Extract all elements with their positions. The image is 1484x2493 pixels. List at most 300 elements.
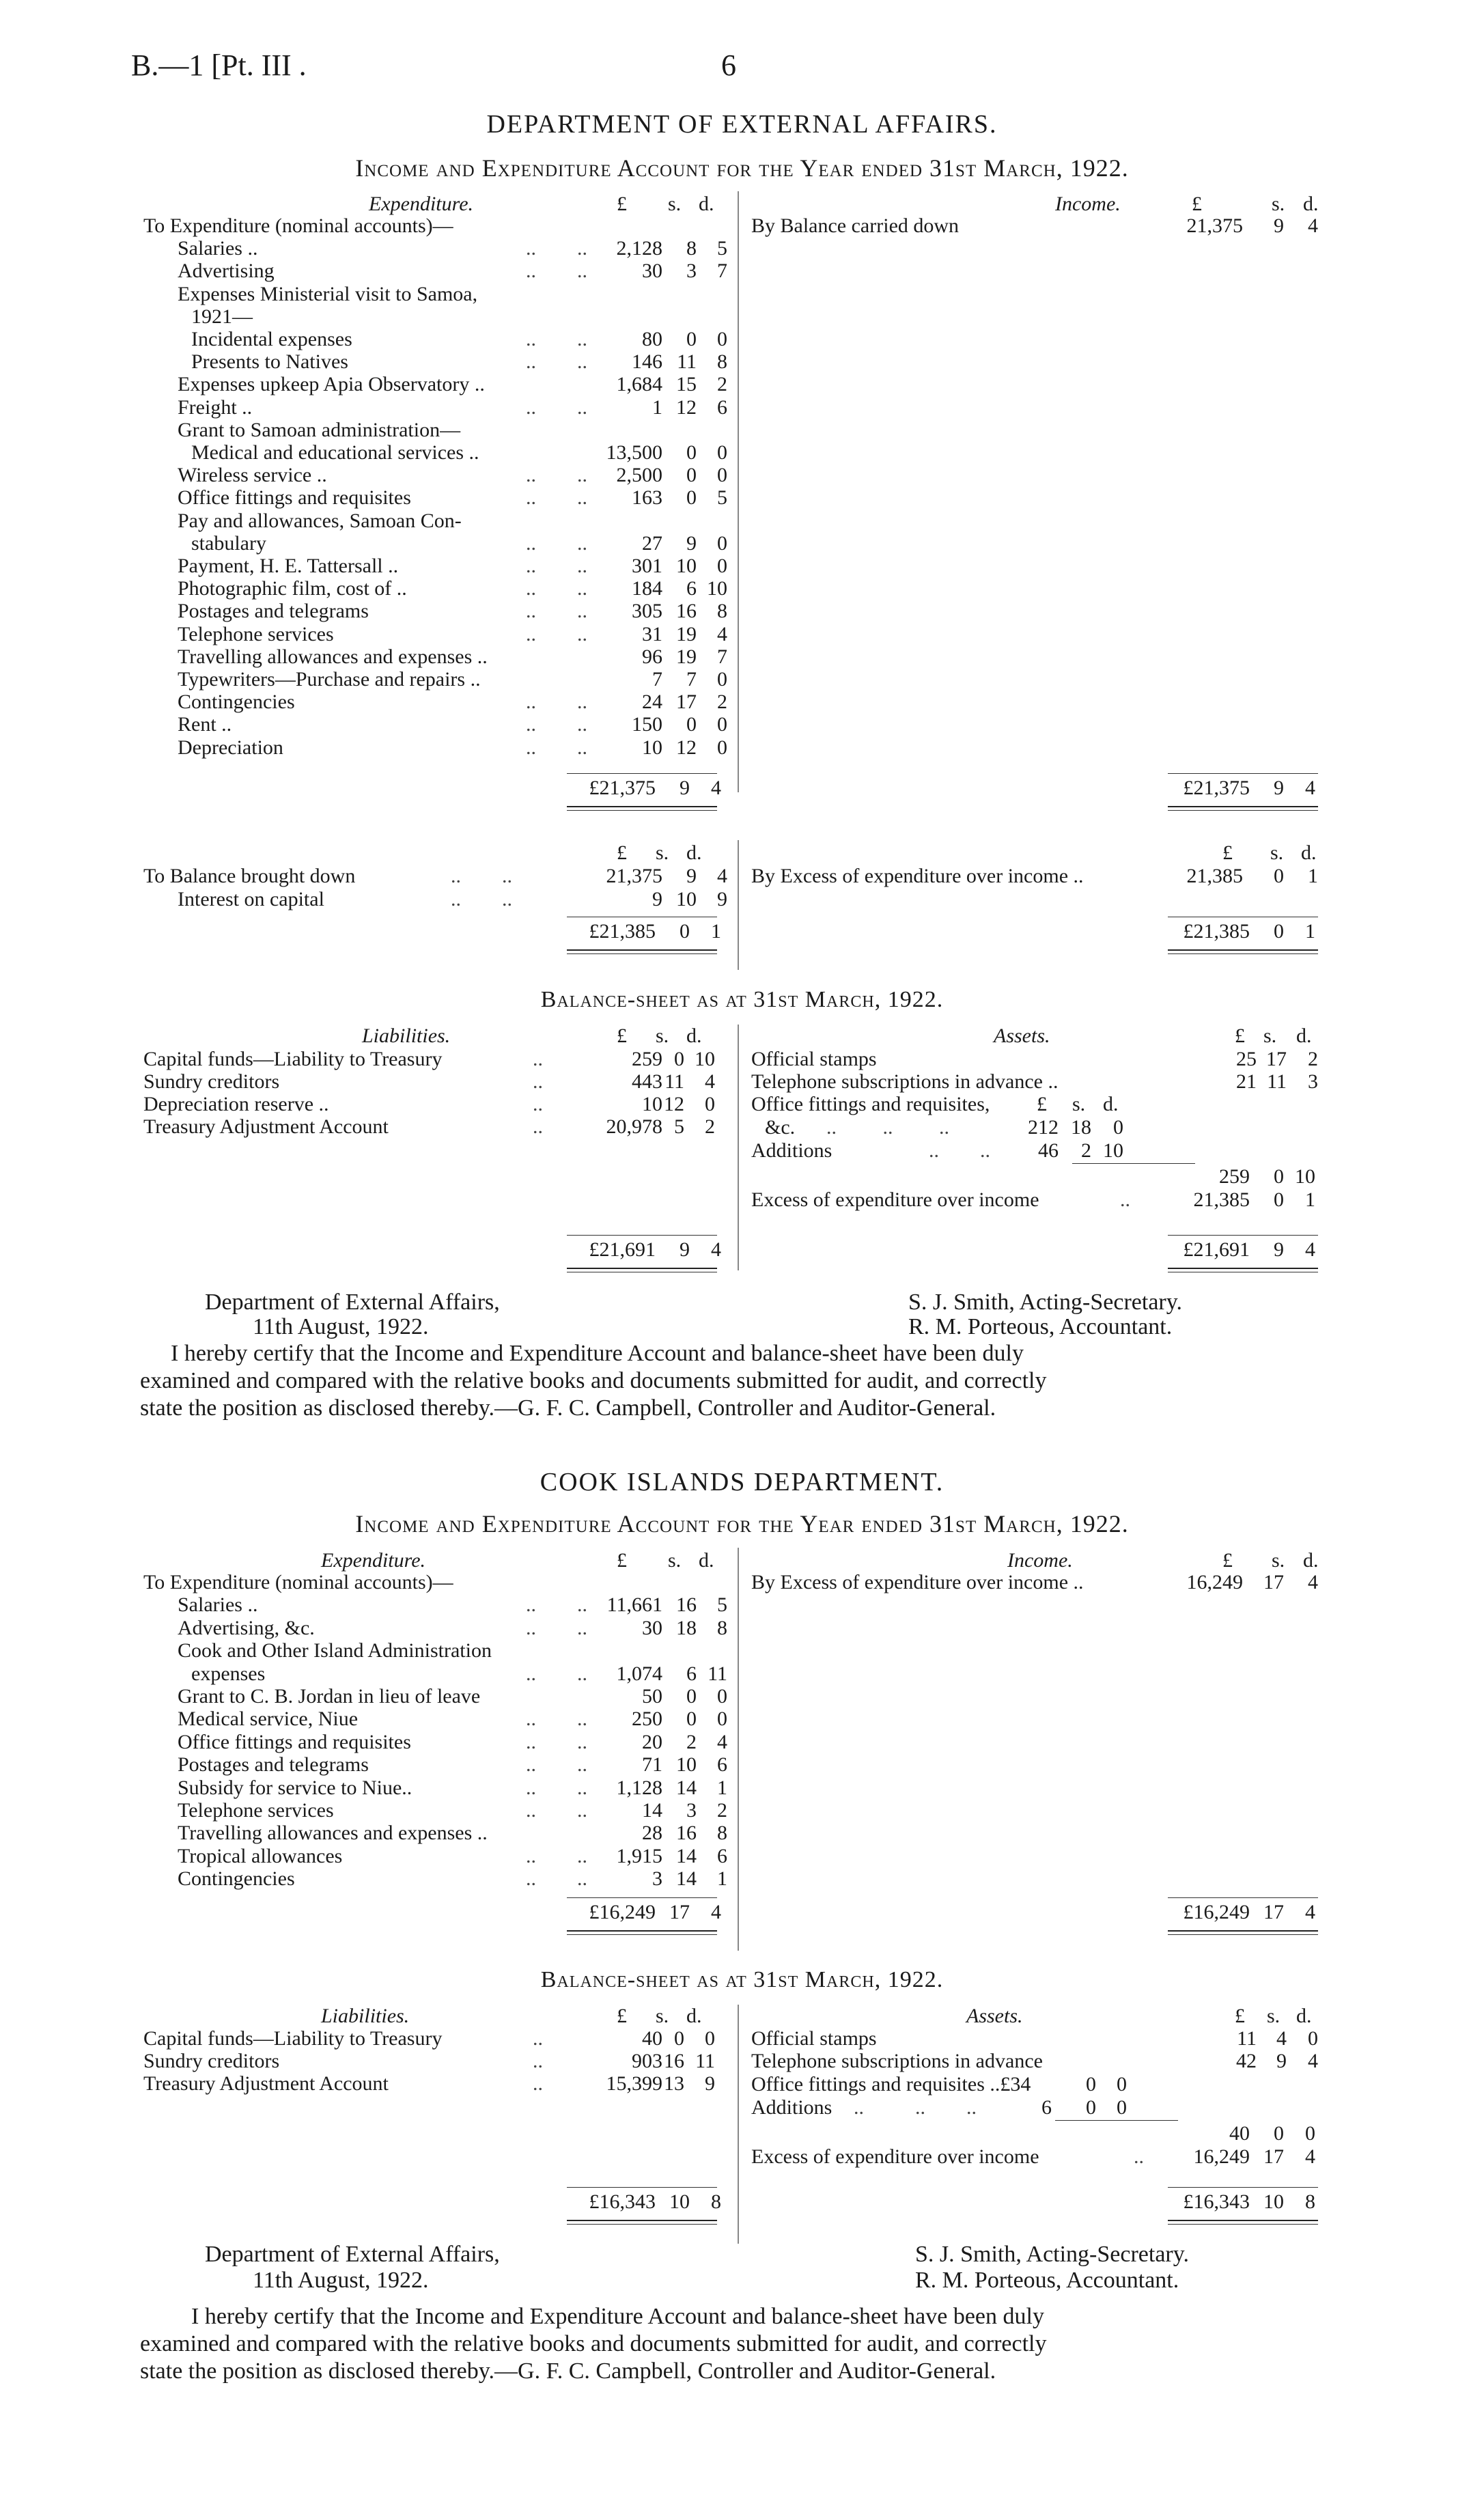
s1-office-fittings-unit-pound: £ [1037, 1093, 1047, 1115]
s2-assets-heading: Assets. [966, 2005, 1023, 2027]
s1-expenditure-item-row [143, 645, 738, 669]
s1-expenditure-item-pence: 5 [717, 486, 727, 510]
s1-expenditure-item-pence: 8 [717, 350, 727, 374]
s1-liability-leader-dots: .. [533, 1093, 543, 1115]
s1-liability-item-shillings: 5 [674, 1115, 684, 1138]
s2-certificate-line-3: state the position as disclosed thereby.—G. F. C. Campbell, Controller and Auditor-General. [140, 2358, 996, 2384]
s1-expenditure-item-label: Advertising [178, 260, 275, 283]
s2-bs-total-left-pounds: £16,343 [589, 2190, 656, 2213]
s1-expenditure-item-label: Incidental expenses [191, 328, 352, 350]
s2-s-heading: s. [668, 1549, 682, 1572]
s2-assets-d-heading: d. [1296, 2005, 1312, 2027]
s1-expenditure-item-shillings: 6 [686, 577, 697, 600]
s2-office-fittings-row [751, 2073, 1366, 2096]
s1-expenditure-item-shillings: 17 [676, 691, 697, 714]
s2-expenditure-item-label: expenses [191, 1662, 266, 1685]
s1-expenditure-item-pence: 0 [717, 736, 727, 759]
s2-liability-item-shillings: 16 [664, 2050, 684, 2072]
s1-bs-rule-right [1168, 1235, 1318, 1236]
s2-total-left [567, 1901, 731, 1924]
s2-expenditure-item-row [143, 1593, 738, 1617]
s1-expenditure-item-row [143, 736, 738, 760]
s2-liab-s-heading: s. [656, 2005, 669, 2027]
s1-liability-item-pence: 10 [695, 1048, 715, 1070]
s1-income-label: By Balance carried down [751, 214, 960, 237]
s1-expenditure-item-pence: 7 [717, 645, 727, 668]
s2-assets-s-heading: s. [1267, 2005, 1280, 2027]
s1-expenditure-item-label: Grant to Samoan administration— [178, 418, 461, 441]
s2-total-left-pence: 4 [711, 1901, 721, 1923]
s2-total-right-pounds: £16,249 [1183, 1901, 1250, 1923]
s2-expenditure-item-leader-dots: .. .. [526, 1844, 587, 1867]
s1-liability-item-row [143, 1048, 738, 1071]
s2-expenditure-item-row [143, 1617, 738, 1640]
s2-expenditure-item-pence: 11 [708, 1662, 727, 1685]
s2-income-pound-heading: £ [1222, 1549, 1233, 1572]
s1-expenditure-item-pounds: 2,128 [616, 237, 662, 260]
s1-expenditure-item-row [143, 464, 738, 487]
s1-expenditure-item-pence: 2 [717, 691, 727, 714]
s2-total-double-left [567, 1930, 717, 1932]
s1-expenditure-item-shillings: 8 [686, 237, 697, 260]
s1-bal-right-pound-heading: £ [1222, 841, 1233, 864]
s2-expenditure-item-label: Salaries .. [178, 1593, 258, 1617]
s1-s-heading: s. [668, 193, 682, 215]
s1-liability-item-pence: 0 [705, 1093, 715, 1115]
s1-expenditure-item-pounds: 96 [642, 645, 662, 668]
s2-expenditure-item-pounds: 14 [642, 1799, 662, 1822]
s2-liability-item-label: Treasury Adjustment Account [143, 2072, 389, 2095]
s1-expenditure-item-pence: 0 [717, 441, 727, 464]
s1-expenditure-item-pounds: 10 [642, 736, 662, 759]
s1-bal-right-s-heading: s. [1270, 841, 1284, 864]
s1-expenditure-item-row [143, 441, 738, 464]
s2-bs-total-left [567, 2190, 731, 2214]
s2-income-shillings: 17 [1263, 1571, 1284, 1593]
s2-liability-item-shillings: 13 [664, 2072, 684, 2095]
s1-liability-item-pounds: 20,978 [606, 1115, 662, 1138]
s2-total-double-right-2 [1168, 1934, 1318, 1935]
s2-bs-total-right [1161, 2190, 1325, 2214]
s2-additions-label: Additions [751, 2096, 832, 2119]
s1-total-rule-left [567, 773, 717, 774]
s2-total-right-pence: 4 [1305, 1901, 1315, 1923]
s1-liability-leader-dots: .. [533, 1115, 543, 1138]
s1-asset-item-label: Telephone subscriptions in advance .. [751, 1070, 1059, 1093]
s1-bal-total-right-pounds: £21,385 [1183, 920, 1250, 943]
s1-balance-item-pence: 9 [717, 888, 727, 910]
s1-excess-label: Excess of expenditure over income [751, 1188, 1039, 1211]
s2-expenditure-item-pence: 1 [717, 1867, 727, 1891]
s1-total-left-pounds: £21,375 [589, 777, 656, 799]
s1-expenditure-item-shillings: 3 [686, 260, 697, 283]
s2-liability-leader-dots: .. [533, 2072, 543, 2095]
s1-asset-item-shillings: 11 [1267, 1070, 1287, 1093]
s2-excess-row [751, 2145, 1366, 2169]
s1-excess-row [751, 1188, 1366, 1212]
s2-expenditure-item-label: Tropical allowances [178, 1844, 343, 1867]
s1-expenditure-item-label: To Expenditure (nominal accounts)— [143, 214, 453, 237]
s1-liability-item-label: Sundry creditors [143, 1070, 280, 1093]
s1-bal-right-d-heading: d. [1301, 841, 1317, 864]
s2-liability-leader-dots: .. [533, 2050, 543, 2072]
s1-income-heading: Income. [1055, 193, 1121, 215]
s1-bs-double-left [567, 1268, 717, 1269]
s1-expenditure-item-row [143, 214, 738, 238]
s2-expenditure-item-label: Office fittings and requisites [178, 1730, 411, 1753]
s1-expenditure-item-row [143, 396, 738, 419]
s2-expenditure-item-label: Telephone services [178, 1799, 334, 1822]
s2-additions-pounds: 6 [1041, 2096, 1052, 2119]
s2-expenditure-item-row [143, 1822, 738, 1845]
s2-balance-sheet-title: Balance-sheet as at 31st March, 1922. [540, 1967, 944, 1992]
s1-sign-right-2: R. M. Porteous, Accountant. [908, 1314, 1173, 1339]
s2-office-fittings-pence: 0 [1117, 2073, 1127, 2095]
s2-office-fittings-total [1161, 2122, 1325, 2145]
s1-expenditure-item-row [143, 532, 738, 555]
s2-expenditure-heading: Expenditure. [321, 1549, 426, 1572]
s1-balance-item-pence: 4 [717, 865, 727, 887]
s2-excess-pence: 4 [1305, 2145, 1315, 2168]
s2-expenditure-item-row [143, 1867, 738, 1891]
s1-liability-item-pounds: 10 [642, 1093, 662, 1115]
s1-expenditure-item-label: Expenses upkeep Apia Observatory .. [178, 373, 485, 396]
s1-expenditure-item-pounds: 13,500 [606, 441, 662, 464]
s2-asset-item-row [751, 2027, 1366, 2050]
s2-expenditure-item-leader-dots: .. .. [526, 1799, 587, 1822]
s2-bs-divider [738, 2005, 739, 2244]
s2-liability-item-row [143, 2072, 738, 2095]
s2-total-double-left-2 [567, 1934, 717, 1935]
s1-expenditure-item-pence: 0 [717, 531, 727, 555]
s1-expenditure-item-pence: 0 [717, 555, 727, 577]
s1-asset-item-row [751, 1070, 1366, 1094]
s1-office-fittings-label: Office fittings and requisites, [751, 1093, 990, 1115]
s1-expenditure-item-leader-dots: .. .. [526, 713, 587, 736]
s1-expenditure-item-pounds: 80 [642, 328, 662, 350]
s2-expenditure-item-pounds: 50 [642, 1685, 662, 1708]
s1-expenditure-item-pence: 0 [717, 668, 727, 691]
s1-expenditure-item-pounds: 301 [632, 555, 662, 577]
s1-expenditure-item-label: Presents to Natives [191, 350, 348, 374]
s2-expenditure-item-label: Postages and telegrams [178, 1753, 369, 1777]
s1-income-d-heading: d. [1303, 193, 1319, 215]
s1-assets-s-heading: s. [1263, 1025, 1277, 1047]
s2-additions-shillings: 0 [1086, 2096, 1096, 2119]
s1-total-right-pence: 4 [1305, 777, 1315, 799]
s1-expenditure-item-pounds: 24 [642, 691, 662, 714]
s1-liability-item-shillings: 11 [664, 1070, 684, 1093]
s2-expenditure-item-leader-dots: .. .. [526, 1776, 587, 1799]
s2-asset-item-row [751, 2050, 1366, 2073]
s2-office-fittings-shillings: 0 [1086, 2073, 1096, 2095]
s2-liability-item-pence: 9 [705, 2072, 715, 2095]
s1-excess-shillings: 0 [1274, 1188, 1284, 1211]
s1-excess-dots: .. [1120, 1188, 1130, 1211]
s2-expenditure-item-shillings: 18 [676, 1616, 697, 1639]
s1-expenditure-item-pence: 6 [717, 395, 727, 419]
s2-expenditure-item-pounds: 1,074 [616, 1662, 662, 1685]
s1-office-fittings-total-shillings: 0 [1274, 1165, 1284, 1188]
s1-total-left-shillings: 9 [680, 777, 690, 799]
s2-bs-total-right-pounds: £16,343 [1183, 2190, 1250, 2213]
s2-excess-pounds: 16,249 [1193, 2145, 1250, 2168]
s1-expenditure-item-shillings: 12 [676, 395, 697, 419]
s2-expenditure-item-leader-dots: .. .. [526, 1753, 587, 1777]
s1-expenditure-item-pounds: 184 [632, 577, 662, 600]
s1-balance-divider [738, 840, 739, 970]
s1-asset-item-row [751, 1048, 1366, 1071]
s1-balance-item-pounds: 21,375 [606, 865, 662, 887]
s1-bal-total-left-shillings: 0 [680, 920, 690, 943]
s2-expenditure-item-leader-dots: .. .. [526, 1730, 587, 1753]
s2-sign-right-1: S. J. Smith, Acting-Secretary. [915, 2242, 1190, 2267]
s1-additions-row [751, 1139, 1366, 1162]
s1-total-right [1161, 777, 1325, 800]
s2-expenditure-item-pounds: 3 [652, 1867, 662, 1891]
s2-expenditure-item-row [143, 1571, 738, 1594]
s1-bs-double-right [1168, 1268, 1318, 1269]
s1-total-double-rule-right-2 [1168, 810, 1318, 811]
s1-bs-total-right-pence: 4 [1305, 1238, 1315, 1261]
s2-income-pounds: 16,249 [1186, 1571, 1243, 1593]
s1-expenditure-item-label: Freight .. [178, 395, 253, 419]
s2-liability-item-pounds: 15,399 [606, 2072, 662, 2095]
s2-bs-double-left [567, 2220, 717, 2221]
s1-expenditure-item-row [143, 373, 738, 396]
s1-balance-sheet-title: Balance-sheet as at 31st March, 1922. [540, 987, 944, 1012]
s2-expenditure-item-row [143, 1845, 738, 1868]
s1-expenditure-item-pence: 8 [717, 600, 727, 623]
s2-expenditure-item-pounds: 28 [642, 1822, 662, 1845]
s1-balance-leader-dots: .. .. [451, 865, 512, 887]
s1-bs-total-right-shillings: 9 [1274, 1238, 1284, 1261]
s1-liabilities-heading: Liabilities. [362, 1025, 451, 1047]
s1-expenditure-item-label: Photographic film, cost of .. [178, 577, 407, 600]
s1-liability-item-pence: 4 [705, 1070, 715, 1093]
s1-expenditure-item-shillings: 19 [676, 645, 697, 668]
s2-liability-item-shillings: 0 [674, 2027, 684, 2050]
s1-bs-total-right [1161, 1238, 1325, 1262]
s2-asset-item-pounds: 42 [1236, 2050, 1257, 2072]
s1-bs-total-left-pounds: £21,691 [589, 1238, 656, 1261]
s1-balance-item-shillings: 9 [686, 865, 697, 887]
s1-office-fittings-unit-d: d. [1103, 1093, 1119, 1115]
s2-expenditure-item-pounds: 1,915 [616, 1844, 662, 1867]
s1-expenditure-item-pounds: 2,500 [616, 464, 662, 487]
s1-expenditure-item-label: Office fittings and requisites [178, 486, 411, 510]
s1-balance-item-row [143, 865, 738, 888]
s2-expenditure-item-shillings: 2 [686, 1730, 697, 1753]
s1-expenditure-item-pounds: 163 [632, 486, 662, 510]
s1-bal-double-right [1168, 949, 1318, 951]
s2-asset-item-pence: 4 [1308, 2050, 1318, 2072]
s1-liability-leader-dots: .. [533, 1070, 543, 1093]
s1-expenditure-item-pounds: 146 [632, 350, 662, 374]
s1-office-fittings-total [1161, 1165, 1325, 1188]
s1-expenditure-item-leader-dots: .. .. [526, 237, 587, 260]
s2-pound-heading: £ [617, 1549, 627, 1572]
s2-expenditure-item-row [143, 1662, 738, 1686]
s2-expenditure-item-shillings: 14 [676, 1867, 697, 1891]
s1-total-left [567, 777, 731, 800]
s1-balance-right-shillings: 0 [1274, 865, 1284, 887]
s1-bal-total-right-shillings: 0 [1274, 920, 1284, 943]
s1-liab-s-heading: s. [656, 1025, 669, 1047]
s1-expenditure-item-shillings: 0 [686, 441, 697, 464]
s2-expenditure-item-row [143, 1753, 738, 1777]
s1-expenditure-item-leader-dots: .. .. [526, 622, 587, 645]
s1-expenditure-item-leader-dots: .. .. [526, 350, 587, 374]
s1-expenditure-item-pence: 10 [707, 577, 727, 600]
s2-liability-leader-dots: .. [533, 2027, 543, 2050]
s1-bal-total-right [1161, 920, 1325, 943]
s2-total-left-shillings: 17 [669, 1901, 690, 1923]
s2-liability-item-label: Capital funds—Liability to Treasury [143, 2027, 443, 2050]
s1-column-divider [738, 191, 739, 792]
s1-expenditure-item-leader-dots: .. .. [526, 531, 587, 555]
s1-balance-right-label: By Excess of expenditure over income .. [751, 865, 1084, 887]
s1-expenditure-item-label: Travelling allowances and expenses .. [178, 645, 488, 668]
s1-expenditure-item-pounds: 1 [652, 395, 662, 419]
s2-sign-left-1: Department of External Affairs, [205, 2242, 500, 2267]
s1-expenditure-item-pounds: 305 [632, 600, 662, 623]
s1-expenditure-item-pence: 0 [717, 328, 727, 350]
s1-expenditure-item-label: Expenses Ministerial visit to Samoa, [178, 282, 478, 305]
s1-bal-total-right-pence: 1 [1305, 920, 1315, 943]
s2-expenditure-item-shillings: 16 [676, 1822, 697, 1845]
s1-total-rule-right [1168, 773, 1318, 774]
s1-liability-item-row [143, 1070, 738, 1094]
s2-asset-item-pounds: 11 [1237, 2027, 1257, 2050]
s1-expenditure-item-label: 1921— [191, 305, 253, 328]
s1-bs-total-left [567, 1238, 731, 1262]
s2-expenditure-item-shillings: 16 [676, 1593, 697, 1617]
s1-expenditure-item-label: Postages and telegrams [178, 600, 369, 623]
s2-d-heading: d. [699, 1549, 714, 1572]
s2-expenditure-item-label: Travelling allowances and expenses .. [178, 1822, 488, 1845]
s1-expenditure-heading: Expenditure. [369, 193, 474, 215]
s1-expenditure-item-pounds: 7 [652, 668, 662, 691]
s2-office-fittings-total-shillings: 0 [1274, 2122, 1284, 2145]
s1-liability-item-shillings: 0 [674, 1048, 684, 1070]
s2-certificate-line-1: I hereby certify that the Income and Expenditure Account and balance-sheet have been duly [191, 2304, 1044, 2329]
s2-liability-item-pence: 11 [695, 2050, 715, 2072]
s1-expenditure-item-pounds: 150 [632, 713, 662, 736]
s1-balance-item-shillings: 10 [676, 888, 697, 910]
s1-expenditure-item-row [143, 350, 738, 374]
s1-expenditure-item-label: Medical and educational services .. [191, 441, 479, 464]
s1-total-double-rule-right [1168, 806, 1318, 807]
s1-balance-right-pence: 1 [1308, 865, 1318, 887]
s2-bs-double-left-2 [567, 2224, 717, 2225]
s1-expenditure-item-leader-dots: .. .. [526, 736, 587, 759]
s1-expenditure-item-row [143, 486, 738, 510]
s1-expenditure-item-shillings: 12 [676, 736, 697, 759]
s2-expenditure-item-pounds: 30 [642, 1616, 662, 1639]
s1-balance-item-label: Interest on capital [178, 888, 324, 910]
s1-asset-item-pence: 2 [1308, 1048, 1318, 1070]
s1-expenditure-item-shillings: 0 [686, 328, 697, 350]
s1-expenditure-item-pounds: 1,684 [616, 373, 662, 396]
s1-expenditure-item-leader-dots: .. .. [526, 555, 587, 577]
s1-asset-item-label: Official stamps [751, 1048, 877, 1070]
s2-income-pence: 4 [1308, 1571, 1318, 1593]
s1-bs-divider [738, 1025, 739, 1270]
s1-expenditure-item-shillings: 16 [676, 600, 697, 623]
s1-expenditure-item-leader-dots: .. .. [526, 577, 587, 600]
s2-expenditure-item-label: To Expenditure (nominal accounts)— [143, 1571, 453, 1593]
s1-expenditure-item-pence: 0 [717, 713, 727, 736]
s1-expenditure-item-pence: 2 [717, 373, 727, 396]
s2-expenditure-item-shillings: 3 [686, 1799, 697, 1822]
s2-expenditure-item-pounds: 250 [632, 1708, 662, 1731]
s1-office-fittings-sub-row [751, 1116, 1366, 1139]
s2-bs-double-right [1168, 2220, 1318, 2221]
section2-title: COOK ISLANDS DEPARTMENT. [540, 1468, 944, 1496]
s1-expenditure-item-leader-dots: .. .. [526, 464, 587, 487]
s2-expenditure-item-pence: 4 [717, 1730, 727, 1753]
s1-expenditure-item-row [143, 713, 738, 736]
s1-bs-total-right-pounds: £21,691 [1183, 1238, 1250, 1261]
s2-expenditure-item-shillings: 6 [686, 1662, 697, 1685]
s2-expenditure-item-leader-dots: .. .. [526, 1662, 587, 1685]
s2-office-fittings-total-pence: 0 [1305, 2122, 1315, 2145]
s1-expenditure-item-leader-dots: .. .. [526, 260, 587, 283]
s1-total-right-pounds: £21,375 [1183, 777, 1250, 799]
s2-column-divider [738, 1548, 739, 1951]
s2-expenditure-item-pence: 0 [717, 1708, 727, 1731]
s2-additions-dots: .. .. .. [854, 2096, 977, 2119]
s2-asset-item-label: Official stamps [751, 2027, 877, 2050]
s1-bal-double-left [567, 949, 717, 951]
s1-expenditure-item-pence: 5 [717, 237, 727, 260]
s1-income-row [751, 214, 1366, 238]
s2-sign-right-2: R. M. Porteous, Accountant. [915, 2268, 1179, 2293]
s2-expenditure-item-row [143, 1777, 738, 1800]
s2-excess-dots: .. [1134, 2145, 1144, 2168]
s2-expenditure-item-pence: 6 [717, 1844, 727, 1867]
s1-expenditure-item-shillings: 0 [686, 464, 697, 487]
s1-liability-item-shillings: 12 [664, 1093, 684, 1115]
s1-expenditure-item-leader-dots: .. .. [526, 486, 587, 510]
s1-expenditure-item-shillings: 19 [676, 622, 697, 645]
s1-liab-pound-heading: £ [617, 1025, 627, 1047]
s1-assets-d-heading: d. [1296, 1025, 1312, 1047]
s1-expenditure-item-label: Payment, H. E. Tattersall .. [178, 555, 399, 577]
s2-bs-total-left-shillings: 10 [669, 2190, 690, 2213]
s2-income-label: By Excess of expenditure over income .. [751, 1571, 1084, 1593]
section1-title: DEPARTMENT OF EXTERNAL AFFAIRS. [486, 110, 998, 139]
s2-expenditure-item-label: Subsidy for service to Niue.. [178, 1776, 412, 1799]
s2-total-right [1161, 1901, 1325, 1924]
s2-liability-item-pounds: 40 [642, 2027, 662, 2050]
s1-office-fittings-unit-s: s. [1072, 1093, 1086, 1115]
s1-balance-item-label: To Balance brought down [143, 865, 356, 887]
s1-additions-shillings: 2 [1081, 1139, 1091, 1162]
s2-expenditure-item-row [143, 1731, 738, 1754]
s1-balance-right-pounds: 21,385 [1186, 865, 1243, 887]
s2-total-left-pounds: £16,249 [589, 1901, 656, 1923]
s2-income-row [751, 1571, 1366, 1594]
s2-expenditure-item-pounds: 1,128 [616, 1776, 662, 1799]
s1-office-fittings-total-pounds: 259 [1219, 1165, 1250, 1188]
s1-bal-d-heading: d. [686, 841, 702, 864]
s1-expenditure-item-row [143, 237, 738, 260]
s1-expenditure-item-row [143, 623, 738, 646]
s2-expenditure-item-pence: 6 [717, 1753, 727, 1777]
s1-liability-item-label: Depreciation reserve .. [143, 1093, 329, 1115]
